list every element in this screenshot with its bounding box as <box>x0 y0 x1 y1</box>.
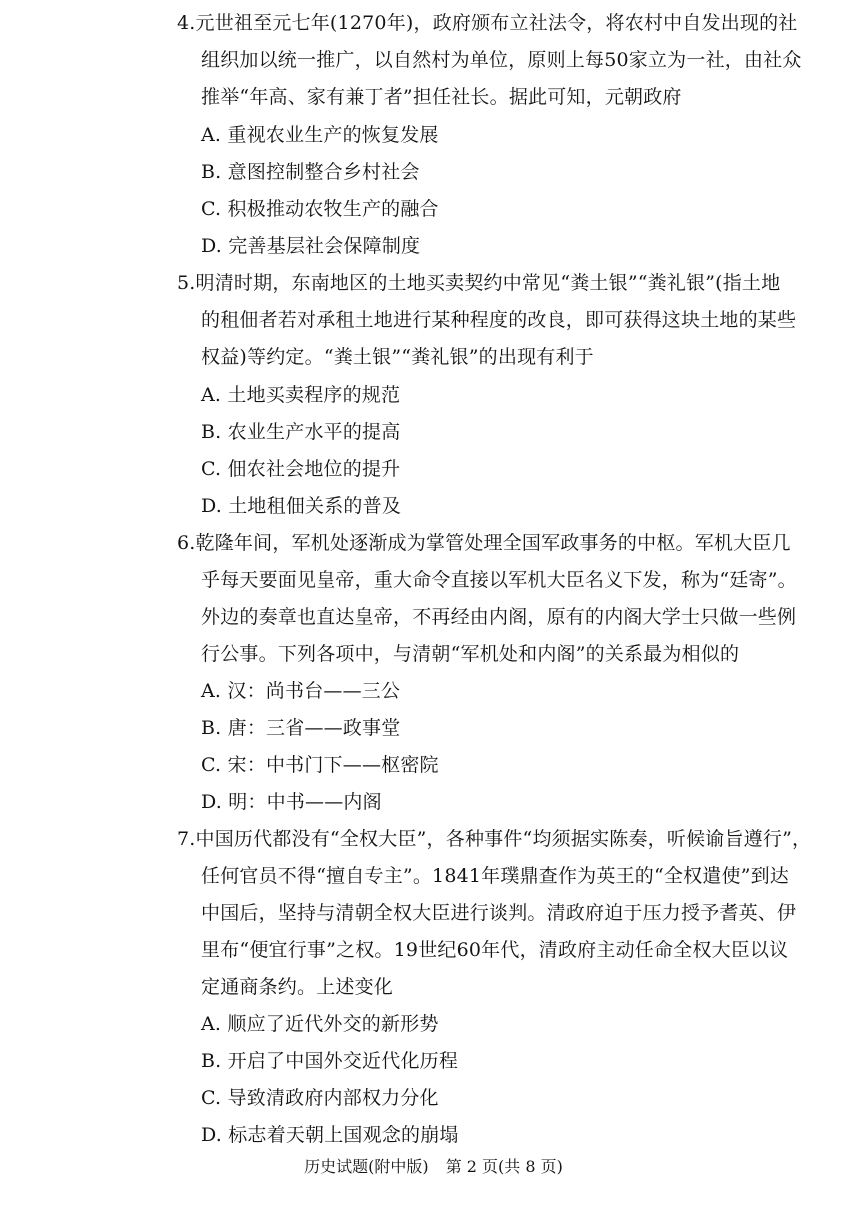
question-5-stem-line-1: 5.明清时期，东南地区的土地买卖契约中常见“粪土银”“粪礼银”(指土地 <box>177 272 781 294</box>
footer-page-number: 第 2 页(共 8 页) <box>445 1157 563 1176</box>
question-5-option-c: C. 佃农社会地位的提升 <box>201 458 401 480</box>
question-6-option-b: B. 唐：三省——政事堂 <box>201 717 401 739</box>
question-5-option-a: A. 土地买卖程序的规范 <box>201 384 401 406</box>
question-4-option-a: A. 重视农业生产的恢复发展 <box>201 124 439 146</box>
question-6-option-c: C. 宋：中书门下——枢密院 <box>201 754 439 776</box>
question-5-option-d: D. 土地租佃关系的普及 <box>201 495 402 517</box>
question-7-stem-line-2: 任何官员不得“擅自专主”。1841年璞鼎查作为英王的“全权遣使”到达 <box>201 865 790 887</box>
question-6-stem-line-3: 外边的奏章也直达皇帝，不再经由内阁，原有的内阁大学士只做一些例 <box>201 606 797 628</box>
question-7-stem-line-3: 中国后，坚持与清朝全权大臣进行谈判。清政府迫于压力授予耆英、伊 <box>201 902 797 924</box>
question-5-stem-line-2: 的租佃者若对承租土地进行某种程度的改良，即可获得这块土地的某些 <box>201 309 797 331</box>
question-6-option-a: A. 汉：尚书台——三公 <box>201 680 401 702</box>
question-7-stem-line-4: 里布“便宜行事”之权。19世纪60年代，清政府主动任命全权大臣以议 <box>201 939 789 961</box>
question-5-option-b: B. 农业生产水平的提高 <box>201 421 401 443</box>
footer-subject: 历史试题(附中版) <box>304 1157 429 1176</box>
question-5-stem-line-3: 权益)等约定。“粪土银”“粪礼银”的出现有利于 <box>201 346 594 368</box>
question-7-option-b: B. 开启了中国外交近代化历程 <box>201 1050 459 1072</box>
question-7-stem-line-5: 定通商条约。上述变化 <box>201 976 394 998</box>
question-4-stem-line-1: 4.元世祖至元七年(1270年)，政府颁布立社法令，将农村中自发出现的社 <box>177 12 798 34</box>
page-footer <box>0 1156 867 1178</box>
question-4-option-b: B. 意图控制整合乡村社会 <box>201 161 420 183</box>
question-4-stem-line-3: 推举“年高、家有兼丁者”担任社长。据此可知，元朝政府 <box>201 86 682 108</box>
question-7-stem-line-1: 7.中国历代都没有“全权大臣”，各种事件“均须据实陈奏，听候谕旨遵行”， <box>177 828 812 850</box>
question-7-option-c: C. 导致清政府内部权力分化 <box>201 1087 439 1109</box>
question-4-option-d: D. 完善基层社会保障制度 <box>201 235 421 257</box>
question-7-option-a: A. 顺应了近代外交的新形势 <box>201 1013 439 1035</box>
question-4-option-c: C. 积极推动农牧生产的融合 <box>201 198 439 220</box>
question-6-stem-line-4: 行公事。下列各项中，与清朝“军机处和内阁”的关系最为相似的 <box>201 643 740 665</box>
question-6-stem-line-1: 6.乾隆年间，军机处逐渐成为掌管处理全国军政事务的中枢。军机大臣几 <box>177 532 791 554</box>
question-6-stem-line-2: 乎每天要面见皇帝，重大命令直接以军机大臣名义下发，称为“廷寄”。 <box>201 569 797 591</box>
question-7-option-d: D. 标志着天朝上国观念的崩塌 <box>201 1124 459 1146</box>
question-6-option-d: D. 明：中书——内阁 <box>201 791 382 813</box>
question-4-stem-line-2: 组织加以统一推广，以自然村为单位，原则上每50家立为一社，由社众 <box>201 49 802 71</box>
